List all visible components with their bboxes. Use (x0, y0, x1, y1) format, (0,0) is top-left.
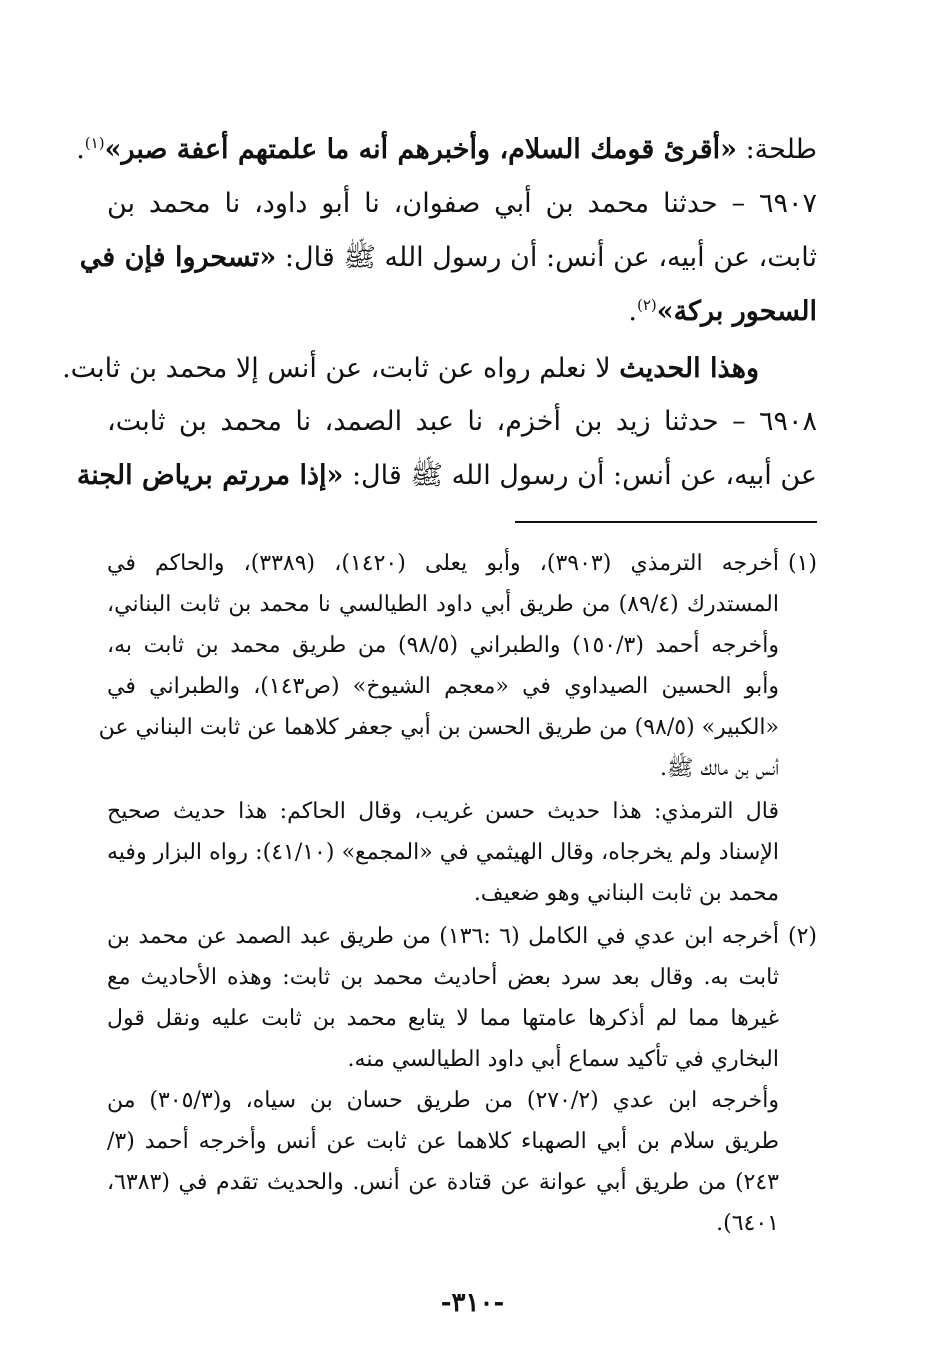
text-run: لا نعلم رواه عن ثابت، عن أنس إلا محمد بن ثابت. (62, 353, 620, 384)
hadith-quote: «أقرئ قومك السلام، وأخبرهم أنه ما علمتهم أعفة صبر» (104, 134, 737, 165)
text-run: طلحة: (736, 134, 817, 165)
footnote-2-line-1: أخرجه ابن عدي في الكامل (٦ :١٣٦) من طريق عبد الصمد عن محمد بن (107, 924, 780, 949)
footnote-2-line-4: البخاري في تأكيد سماع أبي داود الطيالسي منه. (347, 1047, 779, 1072)
page-number: -٣١٠- (440, 1288, 505, 1318)
footnote-2-line-3: غيرها مما لم أذكرها عامتها مما لا يتابع محمد بن ثابت عليه ونقل قول (107, 1006, 779, 1031)
hadith-quote: «تسحروا فإن في (79, 242, 277, 273)
main-line-1 (76, 134, 817, 165)
main-line-7 (76, 460, 817, 491)
footnote-separator (515, 521, 817, 523)
footnote-2-line-5: وأخرجه ابن عدي (٢٧٠/٢) من طريق حسان بن سياه، و(٣٠٥/٣) من (107, 1088, 779, 1113)
footnote-1-line-3: وأخرجه أحمد (١٥٠/٣) والطبراني (٩٨/٥) من طريق محمد بن ثابت به، (107, 633, 779, 658)
main-line-2: ٦٩٠٧ – حدثنا محمد بن أبي صفوان، نا أبو داود، نا محمد بن (107, 188, 817, 219)
footnote-1-line-9: محمد بن ثابت البناني وهو ضعيف. (473, 881, 779, 906)
main-line-5 (62, 353, 759, 384)
main-line-6: ٦٩٠٨ – حدثنا زيد بن أخزم، نا عبد الصمد، نا محمد بن ثابت، (107, 406, 817, 437)
main-line-4 (107, 298, 817, 325)
footnote-1-line-2: المستدرك (٨٩/٤) من طريق أبي داود الطيالسي نا محمد بن ثابت البناني، (107, 592, 779, 617)
text-run: . (628, 296, 637, 327)
text-run-bold: وهذا الحديث (619, 353, 759, 384)
footnote-2-number: (٢) (787, 924, 817, 949)
hadith-quote: «إذا مررتم برياض الجنة (76, 460, 344, 491)
footnote-2-line-2: ثابت به. وقال بعد سرد بعض أحاديث محمد بن ثابت: وهذه الأحاديث مع (107, 965, 779, 990)
footnote-2-line-7: ٢٤٣) من طريق أبي عوانة عن قتادة عن أنس. والحديث تقدم في (٦٣٨٣، (107, 1170, 779, 1195)
footnote-1-line-5: «الكبير» (٩٨/٥) من طريق الحسن بن أبي جعفر كلاهما عن ثابت البناني عن (98, 715, 779, 740)
footnote-1-line-8: الإسناد ولم يخرجاه، وقال الهيثمي في «المجمع» (٤١/١٠): رواه البزار وفيه (107, 840, 780, 865)
hadith-quote: السحور بركة» (656, 296, 817, 327)
footnote-1-line-7: قال الترمذي: هذا حديث حسن غريب، وقال الحاكم: هذا حديث صحيح (107, 799, 779, 824)
main-line-3 (79, 242, 817, 273)
footnote-ref-1: (١) (84, 134, 105, 152)
text-run: عن أبيه، عن أنس: أن رسول الله ﷺ قال: (343, 460, 817, 491)
footnote-ref-2: (٢) (636, 296, 657, 314)
text-run: . (76, 134, 85, 165)
text-run: ثابت، عن أبيه، عن أنس: أن رسول الله ﷺ قال: (276, 242, 817, 273)
footnote-2-line-6: طريق سلام بن أبي الصهباء كلاهما عن ثابت عن أنس وأخرجه أحمد (٣/ (107, 1129, 779, 1154)
footnote-1-line-1: أخرجه الترمذي (٣٩٠٣)، وأبو يعلى (١٤٢٠)، (٣٣٨٩)، والحاكم في (107, 551, 779, 576)
footnote-2-line-8: ٦٤٠١). (716, 1211, 779, 1236)
footnote-1-number: (١) (787, 551, 817, 576)
footnote-1-line-4: وأبو الحسين الصيداوي في «معجم الشيوخ» (ص١٤٣)، والطبراني في (107, 674, 780, 699)
footnote-1-line-6: أنس بن مالك ﷺ. (659, 756, 779, 781)
